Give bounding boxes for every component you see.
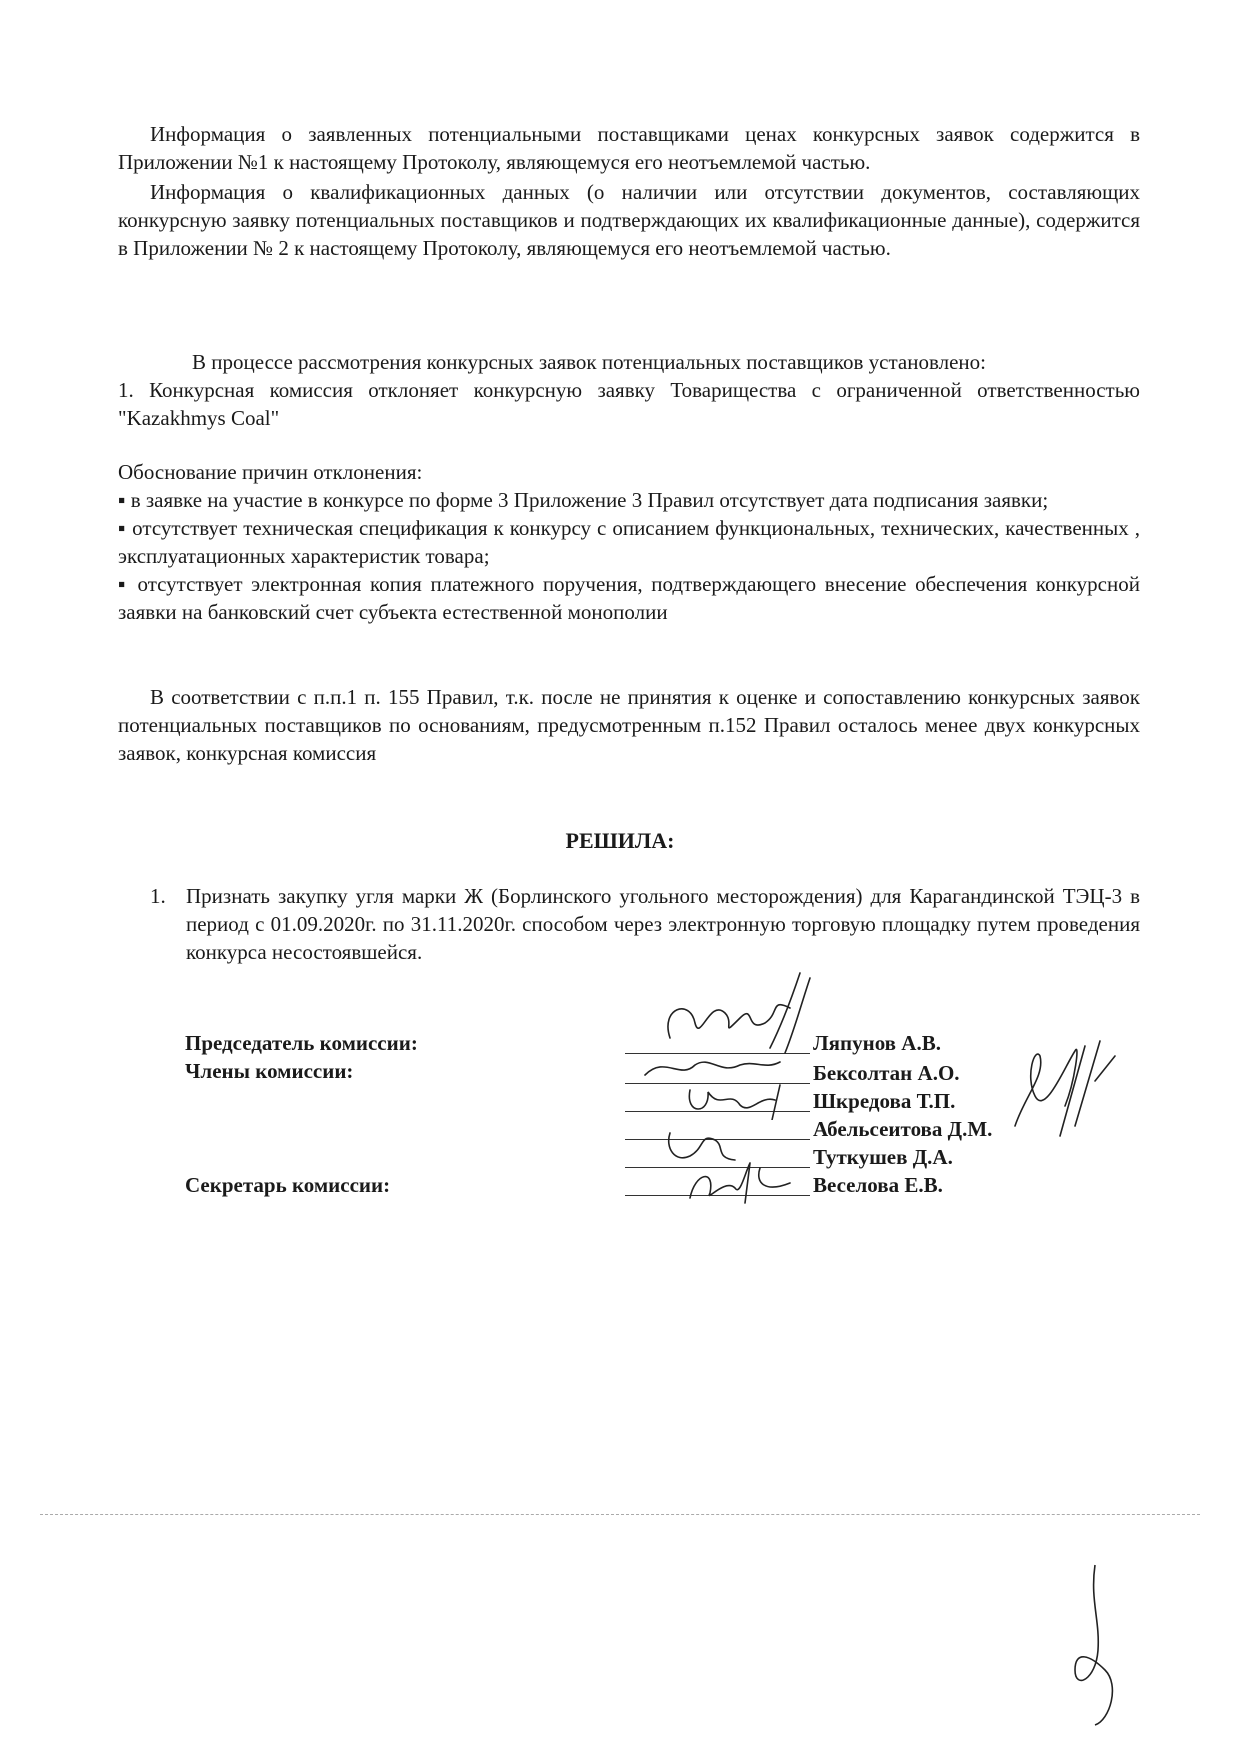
signatory-name: Веселова Е.В. [813, 1173, 943, 1197]
rejection-bullet: ▪ в заявке на участие в конкурсе по форме 3 Приложение 3 Правил отсутствует дата подписания заявки; [118, 486, 1140, 514]
info-block [118, 120, 1140, 262]
basis-block [118, 683, 1140, 767]
basis-paragraph: В соответствии с п.п.1 п. 155 Правил, т.к. после не принятия к оценке и сопоставлению конкурсных заявок потенциальных поставщиков по основаниям, предусмотренным п.152 Правил осталось менее двух конкурсных заявок, конкурсная комиссия [118, 685, 1140, 765]
rejection-bullet: ▪ отсутствует электронная копия платежного поручения, подтверждающего внесение обеспечения конкурсной заявки на банковский счет субъекта естественной монополии [118, 570, 1140, 626]
signatory-name: Бексолтан А.О. [813, 1061, 960, 1085]
members-label: Члены комиссии: [185, 1059, 354, 1083]
paragraph-prices-info: Информация о заявленных потенциальными поставщиками ценах конкурсных заявок содержится в Приложении №1 к настоящему Протоколу, являющемуся его неотъемлемой частью. [118, 122, 1140, 174]
margin-initials [1060, 1560, 1130, 1730]
decision-number: 1. [150, 884, 166, 908]
paragraph-qualification-info: Информация о квалификационных данных (о наличии или отсутствии документов, составляющих конкурсную заявку потенциальных поставщиков и подтверждающих их квалификационные данные), содержится в Приложении № 2 к настоящему Протоколу, являющемуся его неотъемлемой частью. [118, 180, 1140, 260]
handwritten-signature [1005, 1036, 1125, 1146]
review-item-1: 1. Конкурсная комиссия отклоняет конкурсную заявку Товарищества с ограниченной ответственностью "Kazakhmys Coal" [118, 378, 1140, 430]
rejection-title: Обоснование причин отклонения: [118, 460, 423, 484]
handwritten-signature [680, 1080, 790, 1120]
signatory-name: Туткушев Д.А. [813, 1145, 953, 1169]
review-lead: В процессе рассмотрения конкурсных заявок потенциальных поставщиков установлено: [192, 350, 986, 374]
decision-text: Признать закупку угля марки Ж (Борлинского угольного месторождения) для Карагандинской ТЭЦ-3 в период с 01.09.2020г. по 31.11.2020г. способом через электронную торговую площадку путем проведения конкурса несостоявшейся. [186, 884, 1140, 964]
signature-block [0, 1028, 1240, 1208]
rejection-block [118, 458, 1140, 626]
secretary-label: Секретарь комиссии: [185, 1173, 391, 1197]
signatory-name: Абельсеитова Д.М. [813, 1117, 993, 1141]
decision-item [150, 882, 1140, 966]
signatory-name: Ляпунов А.В. [813, 1031, 941, 1055]
handwritten-signature [680, 1158, 800, 1208]
handwritten-signature [650, 968, 830, 1058]
chair-label: Председатель комиссии: [185, 1031, 418, 1055]
rejection-bullet: ▪ отсутствует техническая спецификация к конкурсу с описанием функциональных, технических, качественных , эксплуатационных характеристик товара; [118, 514, 1140, 570]
page-divider [40, 1514, 1200, 1517]
decision-heading: РЕШИЛА: [565, 828, 675, 853]
review-block [118, 348, 1140, 432]
signatory-name: Шкредова Т.П. [813, 1089, 956, 1113]
